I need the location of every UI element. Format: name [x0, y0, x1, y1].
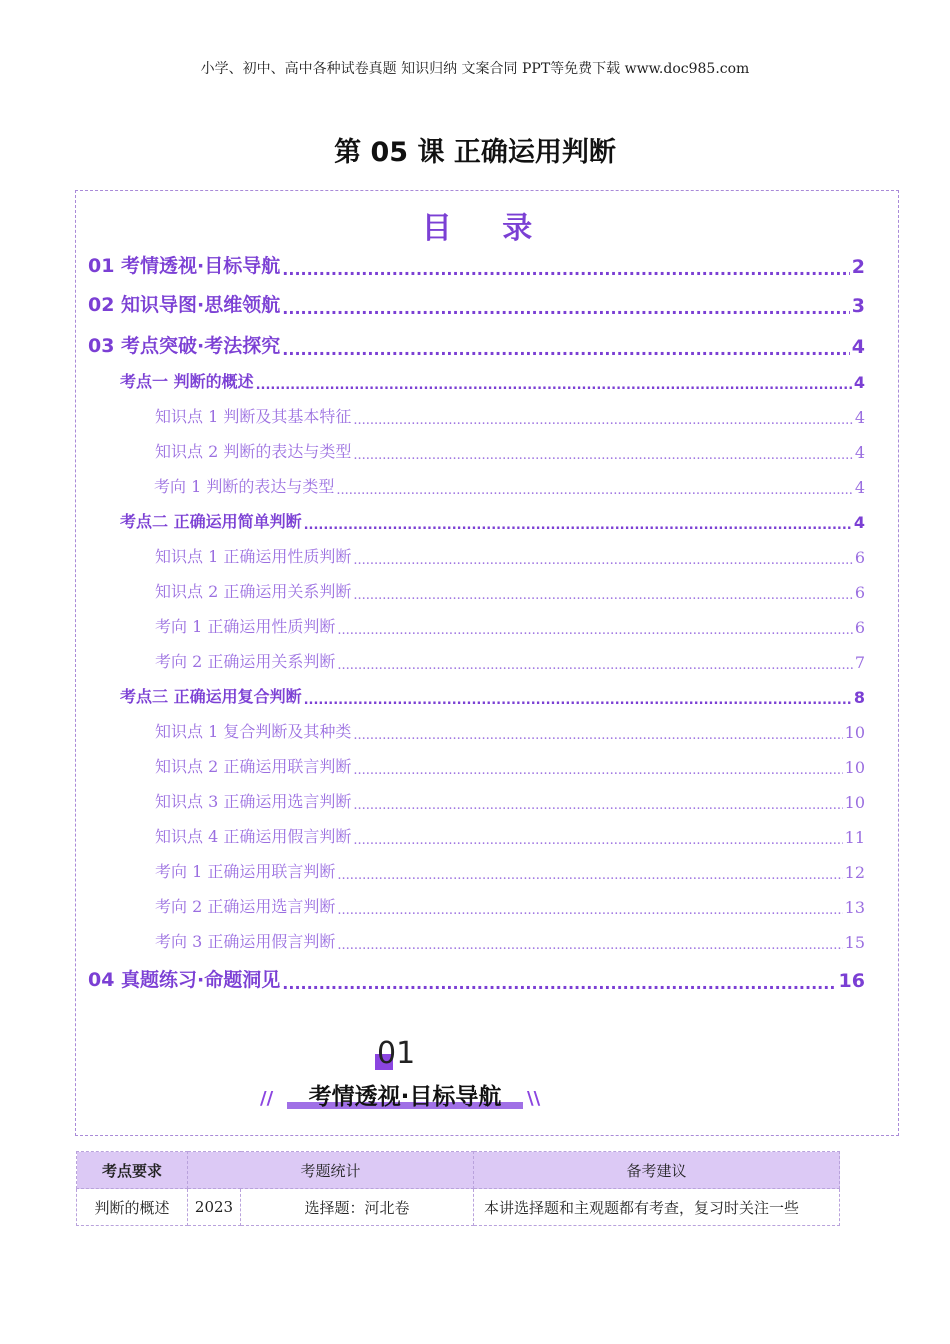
requirements-table [76, 1151, 840, 1226]
toc-entry-label: 01 考情透视·目标导航 [88, 255, 281, 277]
toc-entry[interactable] [154, 474, 865, 497]
toc-entry-label: 考点一 判断的概述 [120, 372, 254, 391]
toc-entry-label: 知识点 1 判断及其基本特征 [155, 407, 352, 426]
toc-heading: 目 录 [421, 211, 553, 246]
toc-entry-page: 6 [854, 583, 865, 602]
toc-entry-page: 10 [844, 758, 865, 777]
toc-entry[interactable] [155, 894, 865, 917]
toc-entry-label: 考向 3 正确运用假言判断 [155, 932, 336, 951]
toc-entry-page: 15 [844, 933, 865, 952]
toc-entry[interactable] [120, 509, 865, 532]
toc-entry[interactable] [88, 331, 865, 358]
toc-entry-page: 4 [854, 478, 865, 497]
toc-entry-page: 4 [854, 408, 865, 427]
table-of-contents [75, 190, 899, 1136]
toc-entry-label: 知识点 4 正确运用假言判断 [155, 827, 352, 846]
toc-entry-page: 4 [853, 373, 865, 392]
toc-entry-page: 10 [844, 723, 865, 742]
toc-entry-page: 3 [851, 295, 865, 317]
toc-entry-label: 考向 1 正确运用性质判断 [155, 617, 336, 636]
toc-entry[interactable] [120, 684, 865, 707]
table-cell: 判断的概述 [77, 1189, 188, 1226]
toc-entry-page: 10 [844, 793, 865, 812]
toc-entry-page: 12 [844, 863, 865, 882]
toc-entry[interactable] [155, 754, 865, 777]
toc-entry-label: 02 知识导图·思维领航 [88, 294, 281, 316]
toc-entry[interactable] [155, 439, 865, 462]
toc-entry[interactable] [155, 614, 865, 637]
section-title: 考情透视·目标导航 [308, 1084, 502, 1110]
toc-entry-label: 考向 2 正确运用关系判断 [155, 652, 336, 671]
toc-entry[interactable] [155, 824, 865, 847]
toc-entry-page: 4 [851, 336, 865, 358]
section-banner [255, 1036, 555, 1116]
toc-entry-label: 考点三 正确运用复合判断 [120, 687, 302, 706]
table-cell: 2023 [188, 1189, 241, 1226]
table-cell: 选择题：河北卷 [241, 1189, 474, 1226]
toc-entry[interactable] [88, 965, 865, 992]
toc-entry-label: 考向 1 判断的表达与类型 [154, 477, 335, 496]
toc-entry[interactable] [88, 251, 865, 278]
toc-entry[interactable] [88, 290, 865, 317]
toc-entry[interactable] [120, 369, 865, 392]
toc-entry-page: 4 [854, 443, 865, 462]
toc-entry[interactable] [155, 789, 865, 812]
section-number: 01 [377, 1036, 416, 1071]
toc-entry-page: 6 [854, 618, 865, 637]
toc-entry[interactable] [155, 649, 865, 672]
table-header-cell: 考点要求 [77, 1152, 188, 1189]
toc-entry-label: 考点二 正确运用简单判断 [120, 512, 302, 531]
toc-entry-label: 考向 1 正确运用联言判断 [155, 862, 336, 881]
toc-entry[interactable] [155, 929, 865, 952]
toc-entry-label: 04 真题练习·命题洞见 [88, 969, 281, 991]
toc-entry-label: 知识点 2 正确运用关系判断 [155, 582, 352, 601]
table-row [77, 1189, 840, 1226]
table-cell: 本讲选择题和主观题都有考查，复习时关注一些 [474, 1189, 840, 1226]
toc-entry-label: 考向 2 正确运用选言判断 [155, 897, 336, 916]
toc-entry[interactable] [155, 719, 865, 742]
toc-entry-page: 4 [853, 513, 865, 532]
toc-entry-label: 03 考点突破·考法探究 [88, 335, 281, 357]
left-slash-decoration: // [260, 1088, 274, 1109]
page-title: 第 05 课 正确运用判断 [334, 137, 616, 168]
toc-entry-page: 2 [851, 256, 865, 278]
toc-entry-page: 6 [854, 548, 865, 567]
toc-entry-page: 7 [854, 653, 865, 672]
table-header-row [77, 1152, 840, 1189]
toc-entry-page: 13 [844, 898, 865, 917]
toc-entry[interactable] [155, 544, 865, 567]
toc-entry[interactable] [155, 404, 865, 427]
right-slash-decoration: \\ [527, 1088, 541, 1109]
toc-entry-page: 16 [838, 970, 865, 992]
toc-entry-label: 知识点 3 正确运用选言判断 [155, 792, 352, 811]
toc-entry-label: 知识点 1 正确运用性质判断 [155, 547, 352, 566]
page-header: 小学、初中、高中各种试卷真题 知识归纳 文案合同 PPT等免费下载 www.doc985.com [200, 61, 750, 77]
toc-entry[interactable] [155, 579, 865, 602]
toc-entry-page: 11 [844, 828, 865, 847]
toc-entry-label: 知识点 1 复合判断及其种类 [155, 722, 352, 741]
toc-entry[interactable] [155, 859, 865, 882]
table-header-cell: 备考建议 [474, 1152, 840, 1189]
table-header-cell: 考题统计 [188, 1152, 474, 1189]
toc-entry-page: 8 [853, 688, 865, 707]
toc-entry-label: 知识点 2 判断的表达与类型 [155, 442, 352, 461]
toc-entry-label: 知识点 2 正确运用联言判断 [155, 757, 352, 776]
